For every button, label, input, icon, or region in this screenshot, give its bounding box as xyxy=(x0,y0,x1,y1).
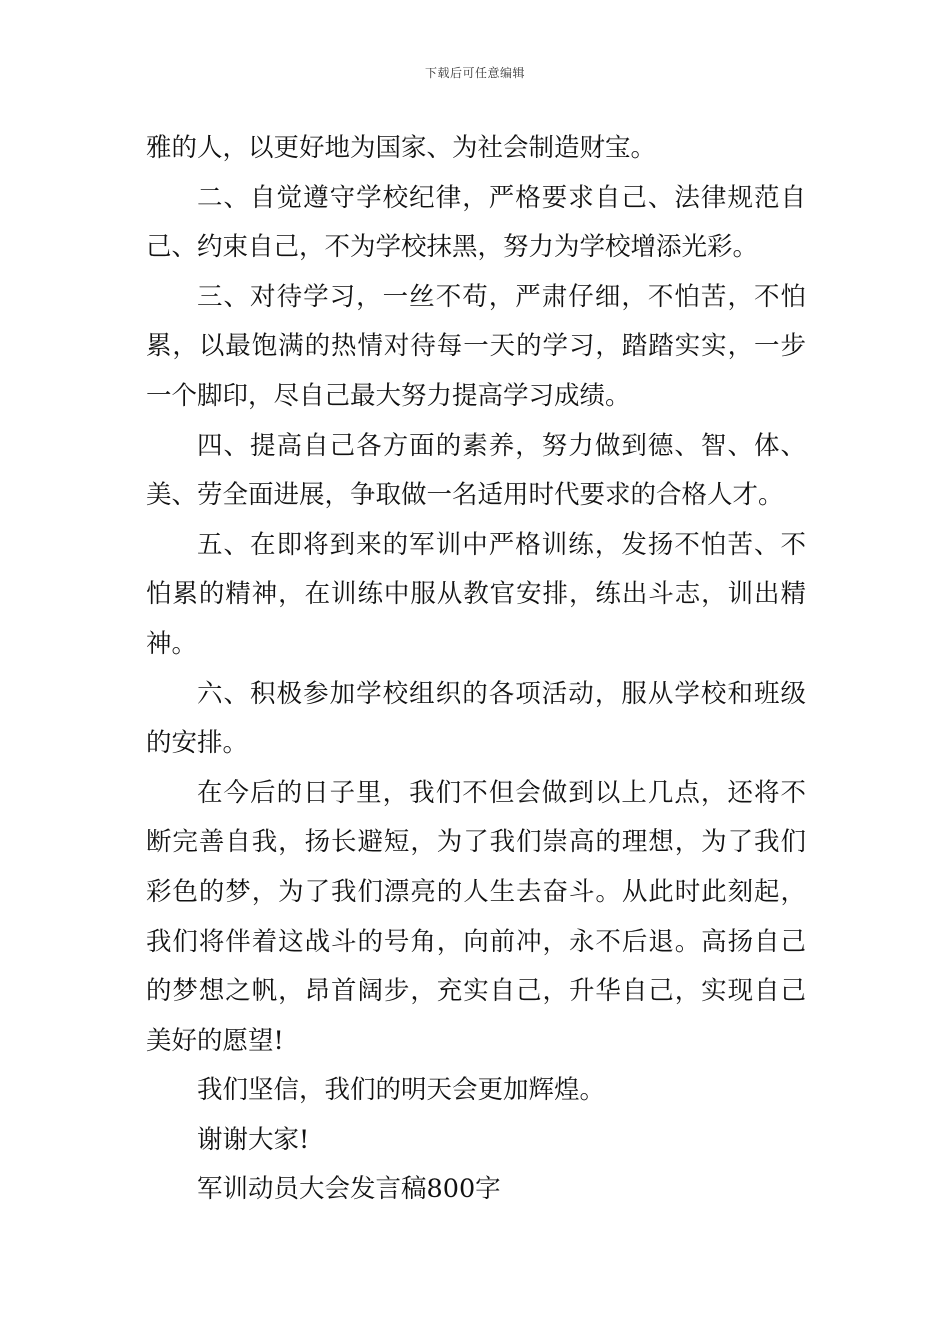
page-header: 下载后可任意编辑 xyxy=(424,66,525,80)
paragraph-item-4: 四、提高自己各方面的素养，努力做到德、智、体、美、劳全面进展，争取做一名适用时代要求的合格人才。 xyxy=(146,430,806,511)
paragraph-item-2: 二、自觉遵守学校纪律，严格要求自己、法律规范自己、约束自己，不为学校抹黑，努力为学校增添光彩。 xyxy=(146,182,806,263)
paragraph-thanks: 谢谢大家! xyxy=(197,1124,310,1155)
paragraph-item-3: 三、对待学习，一丝不苟，严肃仔细，不怕苦，不怕累，以最饱满的热情对待每一天的学习，踏踏实实，一步一个脚印，尽自己最大努力提高学习成绩。 xyxy=(146,281,806,411)
paragraph-item-5: 五、在即将到来的军训中严格训练，发扬不怕苦、不怕累的精神，在训练中服从教官安排，练出斗志，训出精神。 xyxy=(146,529,806,659)
paragraph-next-title: 军训动员大会发言稿800字 xyxy=(197,1174,501,1205)
document-body xyxy=(146,124,806,1215)
paragraph-closing: 在今后的日子里，我们不但会做到以上几点，还将不断完善自我，扬长避短，为了我们崇高的理想，为了我们彩色的梦，为了我们漂亮的人生去奋斗。从此时此刻起，我们将伴着这战斗的号角，向前冲，永不后退。高扬自己的梦想之帆，昂首阔步，充实自己，升华自己，实现自己美好的愿望! xyxy=(146,777,806,1056)
paragraph-item-6: 六、积极参加学校组织的各项活动，服从学校和班级的安排。 xyxy=(146,678,806,759)
paragraph-continuation: 雅的人，以更好地为国家、为社会制造财宝。 xyxy=(146,133,657,163)
paragraph-belief: 我们坚信，我们的明天会更加辉煌。 xyxy=(197,1075,606,1106)
